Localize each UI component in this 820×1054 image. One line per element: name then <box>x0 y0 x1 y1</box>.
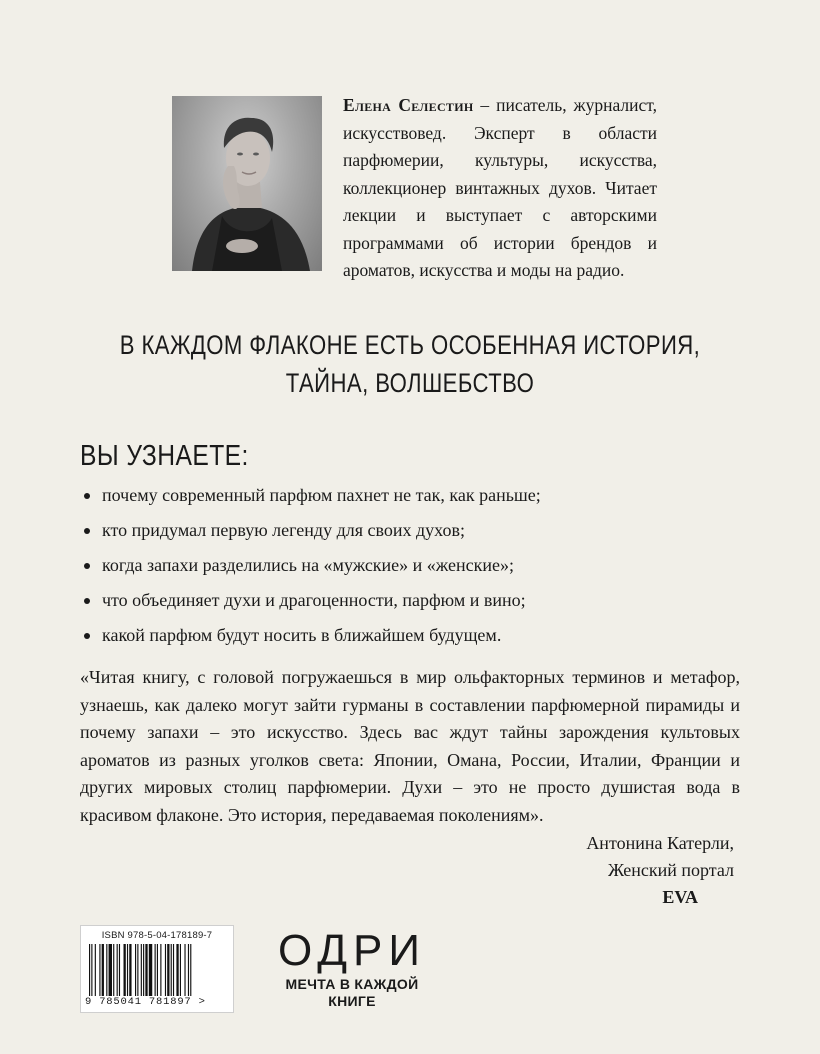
quote-attribution <box>586 830 734 911</box>
attribution-name: Антонина Катерли, <box>586 833 734 853</box>
barcode-bar <box>129 944 131 996</box>
barcode-bar <box>117 944 118 996</box>
barcode-bar <box>127 944 128 996</box>
barcode-bar <box>157 944 158 996</box>
barcode-bar <box>102 944 104 996</box>
list-item: кто придумал первую легенду для своих духов; <box>80 513 740 548</box>
tagline <box>74 326 746 402</box>
review-quote: «Читая книгу, с головой погружаешься в мир ольфакторных терминов и метафор, узнаешь, как далеко могут зайти гурманы в составлении парфюмерной пирамиды и почему запахи – это искусство. Здесь вас ждут тайны зарождения культовых ароматов из разных уголков света: Японии, Омана, России, Италии, Франции и других мировых столиц парфюмерии. Духи – это не просто душистая вода в красивом флаконе. Это история, передаваемая поколениям». <box>80 667 740 825</box>
barcode-bar <box>95 944 96 996</box>
barcode-bar <box>176 944 178 996</box>
author-photo <box>172 96 322 271</box>
barcode-bars <box>89 944 225 996</box>
barcode-bar <box>99 944 100 996</box>
barcode-bar <box>124 944 126 996</box>
barcode-bar <box>119 944 120 996</box>
list-item: какой парфюм будут носить в ближайшем будущем. <box>80 618 740 653</box>
barcode-bar <box>167 944 169 996</box>
barcode-bar <box>109 944 112 996</box>
barcode-bar <box>141 944 142 996</box>
barcode-bar <box>188 944 189 996</box>
barcode-bar <box>171 944 172 996</box>
author-bio <box>343 92 657 285</box>
barcode-bar <box>180 944 181 996</box>
barcode-bar <box>160 944 161 996</box>
barcode-bar <box>89 944 90 996</box>
author-portrait-image <box>172 96 322 271</box>
learn-list <box>80 478 740 653</box>
tagline-line-1: В КАЖДОМ ФЛАКОНЕ ЕСТЬ ОСОБЕННАЯ ИСТОРИЯ, <box>119 330 701 360</box>
publisher-logo <box>262 928 442 1010</box>
list-item: что объединяет духи и драгоценности, парфюм и вино; <box>80 583 740 618</box>
barcode-bar <box>184 944 185 996</box>
barcode-bar <box>145 944 147 996</box>
barcode-bar <box>137 944 138 996</box>
author-bio-text: – писатель, журналист, искусствовед. Эксперт в области парфюмерии, культуры, искусства, коллекционер винтажных духов. Читает лекции и выступает с авторскими программами об истории брендов и ароматов, искусства и моды на радио. <box>343 95 657 280</box>
slogan-line-2: КНИГЕ <box>328 993 376 1009</box>
barcode-bar <box>106 944 107 996</box>
attribution-source: Женский портал <box>608 860 734 880</box>
barcode-bar <box>155 944 156 996</box>
barcode-bar <box>165 944 166 996</box>
publisher-slogan <box>262 976 442 1010</box>
barcode-bar <box>91 944 92 996</box>
tagline-line-2: ТАЙНА, ВОЛШЕБСТВО <box>285 368 535 398</box>
attribution-brand: EVA <box>662 887 698 907</box>
list-item: почему современный парфюм пахнет не так, как раньше; <box>80 478 740 513</box>
barcode-bar <box>135 944 136 996</box>
barcode-bar <box>190 944 191 996</box>
list-item: когда запахи разделились на «мужские» и «женские»; <box>80 548 740 583</box>
barcode-digits: 9 785041 781897 > <box>85 996 206 1008</box>
barcode-bar <box>149 944 152 996</box>
publisher-brand: ОДРИ <box>277 926 427 975</box>
barcode-bar <box>143 944 144 996</box>
barcode-bar <box>173 944 174 996</box>
isbn-barcode <box>80 925 234 1013</box>
learn-heading: ВЫ УЗНАЕТЕ: <box>80 440 249 472</box>
barcode-bar <box>113 944 114 996</box>
slogan-line-1: МЕЧТА В КАЖДОЙ <box>285 976 419 992</box>
author-name: Елена Селестин <box>343 95 474 115</box>
isbn-label: ISBN 978-5-04-178189-7 <box>101 930 213 941</box>
